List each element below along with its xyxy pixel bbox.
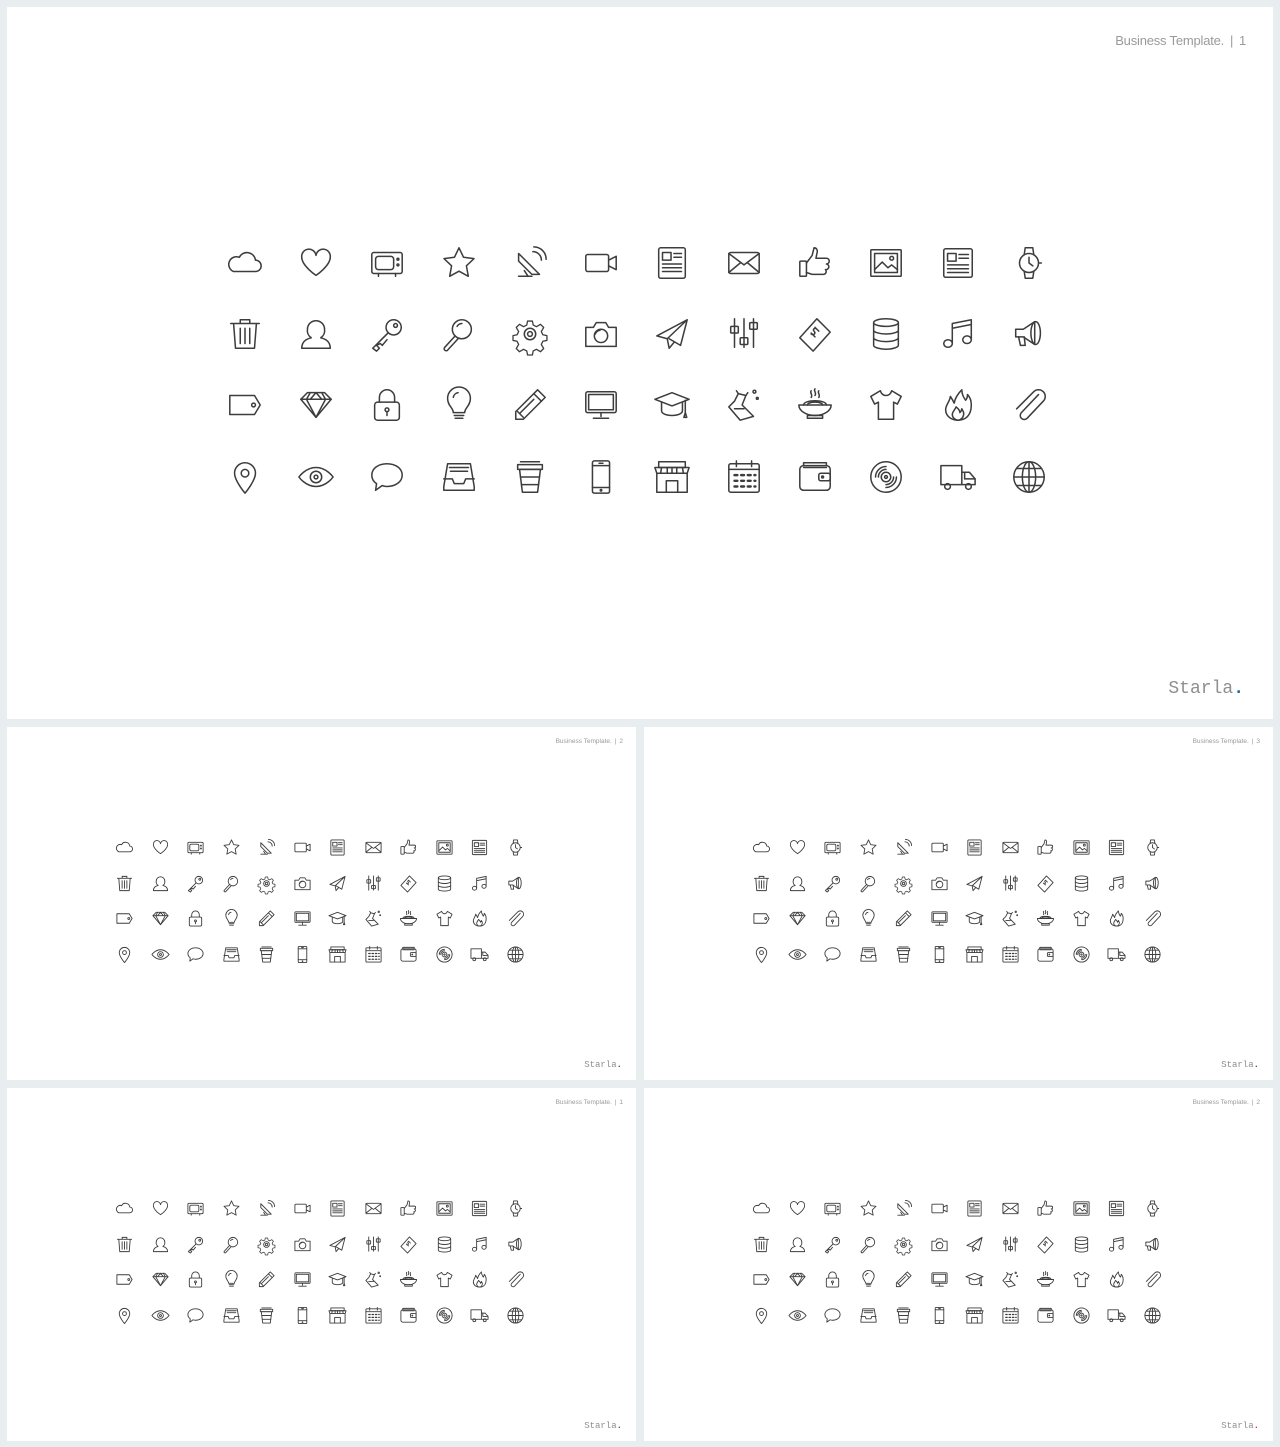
diamond-icon [780, 1262, 816, 1298]
brand-dot: . [616, 1421, 622, 1431]
storefront-icon [637, 441, 708, 512]
paperclip-icon [498, 1262, 534, 1298]
star-icon [423, 227, 494, 298]
slide-header [1193, 738, 1260, 745]
banknote-icon [1028, 866, 1064, 902]
star-icon [214, 1191, 250, 1227]
envelope-icon [708, 227, 779, 298]
monitor-icon [565, 370, 636, 441]
flask-icon [356, 1262, 392, 1298]
thumbs-up-icon [391, 830, 427, 866]
paperclip-icon [1135, 901, 1171, 937]
cloud-icon [744, 830, 780, 866]
page-number: 1 [619, 1099, 623, 1106]
banknote-icon [779, 298, 850, 369]
coffee-cup-icon [886, 1298, 922, 1334]
icon-grid [744, 830, 1170, 972]
tshirt-icon [427, 1262, 463, 1298]
smartphone-icon [285, 1298, 321, 1334]
header-separator: | [614, 738, 617, 745]
inbox-tray-icon [851, 937, 887, 973]
satellite-dish-icon [494, 227, 565, 298]
header-separator: | [614, 1099, 617, 1106]
slide-header [556, 738, 623, 745]
key-icon [178, 1227, 214, 1263]
key-icon [178, 866, 214, 902]
smartphone-icon [922, 937, 958, 973]
user-icon [780, 1227, 816, 1263]
gear-icon [494, 298, 565, 369]
calendar-icon [356, 1298, 392, 1334]
thumbs-up-icon [1028, 830, 1064, 866]
picture-icon [1064, 830, 1100, 866]
wristwatch-icon [993, 227, 1064, 298]
page-number: 3 [1256, 738, 1260, 745]
slide-thumbnail[interactable] [7, 727, 636, 1080]
lightbulb-icon [851, 901, 887, 937]
camera-icon [922, 866, 958, 902]
map-pin-icon [107, 1298, 143, 1334]
flame-icon [1099, 1262, 1135, 1298]
tv-icon [178, 1191, 214, 1227]
paperclip-icon [498, 901, 534, 937]
header-separator: | [1251, 1099, 1254, 1106]
heart-icon [780, 1191, 816, 1227]
wallet-icon [1028, 1298, 1064, 1334]
header-title: Business Template. [1192, 1099, 1249, 1106]
thumbs-up-icon [1028, 1191, 1064, 1227]
tv-icon [815, 1191, 851, 1227]
envelope-icon [993, 1191, 1029, 1227]
lightbulb-icon [851, 1262, 887, 1298]
music-note-icon [462, 866, 498, 902]
delivery-truck-icon [1099, 1298, 1135, 1334]
video-camera-icon [285, 1191, 321, 1227]
icon-grid [107, 1191, 533, 1333]
user-icon [280, 298, 351, 369]
flame-icon [462, 1262, 498, 1298]
padlock-icon [815, 1262, 851, 1298]
user-icon [780, 866, 816, 902]
inbox-tray-icon [851, 1298, 887, 1334]
flame-icon [462, 901, 498, 937]
gear-icon [249, 1227, 285, 1263]
tag-icon [744, 901, 780, 937]
flask-icon [708, 370, 779, 441]
cloud-icon [209, 227, 280, 298]
camera-icon [285, 1227, 321, 1263]
header-separator: | [1229, 33, 1234, 48]
newspaper-icon [637, 227, 708, 298]
storefront-icon [957, 937, 993, 973]
megaphone-icon [1135, 1227, 1171, 1263]
padlock-icon [178, 1262, 214, 1298]
noodle-bowl-icon [1028, 1262, 1064, 1298]
megaphone-icon [993, 298, 1064, 369]
page-number: 2 [1256, 1099, 1260, 1106]
slide-header [1193, 1099, 1260, 1106]
envelope-icon [356, 830, 392, 866]
tv-icon [352, 227, 423, 298]
brand-dot: . [1233, 679, 1244, 699]
flask-icon [356, 901, 392, 937]
camera-icon [565, 298, 636, 369]
paper-plane-icon [320, 1227, 356, 1263]
tshirt-icon [1064, 1262, 1100, 1298]
pencil-icon [886, 1262, 922, 1298]
noodle-bowl-icon [779, 370, 850, 441]
trash-icon [209, 298, 280, 369]
map-pin-icon [744, 937, 780, 973]
inbox-tray-icon [214, 937, 250, 973]
camera-icon [285, 866, 321, 902]
user-icon [143, 1227, 179, 1263]
music-note-icon [1099, 1227, 1135, 1263]
header-title: Business Template. [1192, 738, 1249, 745]
document-icon [1099, 830, 1135, 866]
banknote-icon [391, 1227, 427, 1263]
sliders-icon [993, 866, 1029, 902]
magnifier-icon [851, 1227, 887, 1263]
magnifier-icon [423, 298, 494, 369]
paper-plane-icon [637, 298, 708, 369]
storefront-icon [320, 1298, 356, 1334]
brand-logo [1221, 1421, 1259, 1431]
diamond-icon [143, 1262, 179, 1298]
satellite-dish-icon [886, 1191, 922, 1227]
eye-icon [780, 937, 816, 973]
gear-icon [249, 866, 285, 902]
brand-logo [1168, 679, 1244, 699]
vinyl-disc-icon [1064, 937, 1100, 973]
delivery-truck-icon [1099, 937, 1135, 973]
paperclip-icon [1135, 1262, 1171, 1298]
tv-icon [815, 830, 851, 866]
newspaper-icon [320, 830, 356, 866]
star-icon [851, 1191, 887, 1227]
video-camera-icon [285, 830, 321, 866]
tshirt-icon [851, 370, 922, 441]
flame-icon [922, 370, 993, 441]
satellite-dish-icon [249, 830, 285, 866]
graduation-cap-icon [637, 370, 708, 441]
calendar-icon [356, 937, 392, 973]
delivery-truck-icon [462, 1298, 498, 1334]
padlock-icon [815, 901, 851, 937]
tag-icon [107, 901, 143, 937]
smartphone-icon [285, 937, 321, 973]
sliders-icon [708, 298, 779, 369]
monitor-icon [285, 901, 321, 937]
speech-bubble-icon [815, 1298, 851, 1334]
banknote-icon [391, 866, 427, 902]
database-icon [1064, 1227, 1100, 1263]
paper-plane-icon [957, 866, 993, 902]
vinyl-disc-icon [851, 441, 922, 512]
monitor-icon [285, 1262, 321, 1298]
sliders-icon [356, 1227, 392, 1263]
heart-icon [280, 227, 351, 298]
trash-icon [107, 866, 143, 902]
speech-bubble-icon [352, 441, 423, 512]
page-number: 1 [1238, 33, 1246, 48]
brand-text: Starla [1221, 1060, 1254, 1070]
brand-logo [584, 1060, 622, 1070]
music-note-icon [462, 1227, 498, 1263]
key-icon [815, 1227, 851, 1263]
sliders-icon [993, 1227, 1029, 1263]
inbox-tray-icon [214, 1298, 250, 1334]
noodle-bowl-icon [1028, 901, 1064, 937]
banknote-icon [1028, 1227, 1064, 1263]
tshirt-icon [427, 901, 463, 937]
cloud-icon [744, 1191, 780, 1227]
wristwatch-icon [1135, 830, 1171, 866]
wallet-icon [391, 1298, 427, 1334]
eye-icon [143, 937, 179, 973]
graduation-cap-icon [957, 1262, 993, 1298]
document-icon [1099, 1191, 1135, 1227]
paper-plane-icon [320, 866, 356, 902]
header-title: Business Template. [555, 1099, 612, 1106]
megaphone-icon [498, 866, 534, 902]
picture-icon [1064, 1191, 1100, 1227]
globe-icon [1135, 937, 1171, 973]
storefront-icon [957, 1298, 993, 1334]
trash-icon [744, 866, 780, 902]
graduation-cap-icon [320, 1262, 356, 1298]
brand-logo [1221, 1060, 1259, 1070]
paper-plane-icon [957, 1227, 993, 1263]
eye-icon [143, 1298, 179, 1334]
gear-icon [886, 1227, 922, 1263]
pencil-icon [249, 901, 285, 937]
monitor-icon [922, 1262, 958, 1298]
slide-thumbnail[interactable] [644, 727, 1273, 1080]
wallet-icon [391, 937, 427, 973]
tag-icon [744, 1262, 780, 1298]
tshirt-icon [1064, 901, 1100, 937]
page-number: 2 [619, 738, 623, 745]
storefront-icon [320, 937, 356, 973]
brand-text: Starla [584, 1421, 617, 1431]
coffee-cup-icon [249, 1298, 285, 1334]
delivery-truck-icon [462, 937, 498, 973]
slide-main[interactable] [7, 7, 1273, 719]
smartphone-icon [922, 1298, 958, 1334]
flask-icon [993, 901, 1029, 937]
padlock-icon [178, 901, 214, 937]
wristwatch-icon [498, 830, 534, 866]
megaphone-icon [498, 1227, 534, 1263]
database-icon [427, 866, 463, 902]
vinyl-disc-icon [427, 1298, 463, 1334]
picture-icon [427, 1191, 463, 1227]
padlock-icon [352, 370, 423, 441]
database-icon [851, 298, 922, 369]
diamond-icon [780, 901, 816, 937]
globe-icon [498, 1298, 534, 1334]
slide-thumbnail[interactable] [7, 1088, 636, 1441]
graduation-cap-icon [957, 901, 993, 937]
megaphone-icon [1135, 866, 1171, 902]
diamond-icon [143, 901, 179, 937]
graduation-cap-icon [320, 901, 356, 937]
brand-logo [584, 1421, 622, 1431]
document-icon [922, 227, 993, 298]
heart-icon [780, 830, 816, 866]
slide-header [556, 1099, 623, 1106]
key-icon [352, 298, 423, 369]
slide-thumbnail[interactable] [644, 1088, 1273, 1441]
speech-bubble-icon [178, 1298, 214, 1334]
thumbs-up-icon [391, 1191, 427, 1227]
noodle-bowl-icon [391, 901, 427, 937]
lightbulb-icon [423, 370, 494, 441]
diamond-icon [280, 370, 351, 441]
lightbulb-icon [214, 1262, 250, 1298]
thumbs-up-icon [779, 227, 850, 298]
calendar-icon [993, 937, 1029, 973]
satellite-dish-icon [249, 1191, 285, 1227]
map-pin-icon [107, 937, 143, 973]
newspaper-icon [957, 830, 993, 866]
wristwatch-icon [498, 1191, 534, 1227]
document-icon [462, 830, 498, 866]
magnifier-icon [214, 866, 250, 902]
brand-text: Starla [1168, 679, 1234, 699]
map-pin-icon [209, 441, 280, 512]
envelope-icon [993, 830, 1029, 866]
heart-icon [143, 830, 179, 866]
smartphone-icon [565, 441, 636, 512]
lightbulb-icon [214, 901, 250, 937]
vinyl-disc-icon [427, 937, 463, 973]
header-separator: | [1251, 738, 1254, 745]
newspaper-icon [957, 1191, 993, 1227]
flame-icon [1099, 901, 1135, 937]
calendar-icon [708, 441, 779, 512]
cloud-icon [107, 830, 143, 866]
brand-text: Starla [1221, 1421, 1254, 1431]
document-icon [462, 1191, 498, 1227]
tag-icon [209, 370, 280, 441]
star-icon [214, 830, 250, 866]
pencil-icon [249, 1262, 285, 1298]
trash-icon [107, 1227, 143, 1263]
brand-dot: . [1253, 1421, 1259, 1431]
video-camera-icon [922, 1191, 958, 1227]
wristwatch-icon [1135, 1191, 1171, 1227]
paperclip-icon [993, 370, 1064, 441]
coffee-cup-icon [249, 937, 285, 973]
header-title: Business Template. [1115, 33, 1225, 48]
globe-icon [498, 937, 534, 973]
wallet-icon [1028, 937, 1064, 973]
delivery-truck-icon [922, 441, 993, 512]
picture-icon [851, 227, 922, 298]
database-icon [1064, 866, 1100, 902]
eye-icon [280, 441, 351, 512]
brand-dot: . [616, 1060, 622, 1070]
wallet-icon [779, 441, 850, 512]
music-note-icon [1099, 866, 1135, 902]
music-note-icon [922, 298, 993, 369]
magnifier-icon [851, 866, 887, 902]
speech-bubble-icon [178, 937, 214, 973]
video-camera-icon [565, 227, 636, 298]
coffee-cup-icon [886, 937, 922, 973]
trash-icon [744, 1227, 780, 1263]
inbox-tray-icon [423, 441, 494, 512]
video-camera-icon [922, 830, 958, 866]
icon-grid [209, 227, 1065, 512]
camera-icon [922, 1227, 958, 1263]
flask-icon [993, 1262, 1029, 1298]
vinyl-disc-icon [1064, 1298, 1100, 1334]
envelope-icon [356, 1191, 392, 1227]
eye-icon [780, 1298, 816, 1334]
sliders-icon [356, 866, 392, 902]
user-icon [143, 866, 179, 902]
noodle-bowl-icon [391, 1262, 427, 1298]
tv-icon [178, 830, 214, 866]
database-icon [427, 1227, 463, 1263]
satellite-dish-icon [886, 830, 922, 866]
pencil-icon [886, 901, 922, 937]
heart-icon [143, 1191, 179, 1227]
gear-icon [886, 866, 922, 902]
monitor-icon [922, 901, 958, 937]
cloud-icon [107, 1191, 143, 1227]
map-pin-icon [744, 1298, 780, 1334]
globe-icon [1135, 1298, 1171, 1334]
star-icon [851, 830, 887, 866]
key-icon [815, 866, 851, 902]
icon-grid [744, 1191, 1170, 1333]
tag-icon [107, 1262, 143, 1298]
slide-header [1115, 33, 1246, 48]
coffee-cup-icon [494, 441, 565, 512]
header-title: Business Template. [555, 738, 612, 745]
newspaper-icon [320, 1191, 356, 1227]
pencil-icon [494, 370, 565, 441]
calendar-icon [993, 1298, 1029, 1334]
icon-grid [107, 830, 533, 972]
picture-icon [427, 830, 463, 866]
brand-dot: . [1253, 1060, 1259, 1070]
speech-bubble-icon [815, 937, 851, 973]
globe-icon [993, 441, 1064, 512]
brand-text: Starla [584, 1060, 617, 1070]
magnifier-icon [214, 1227, 250, 1263]
